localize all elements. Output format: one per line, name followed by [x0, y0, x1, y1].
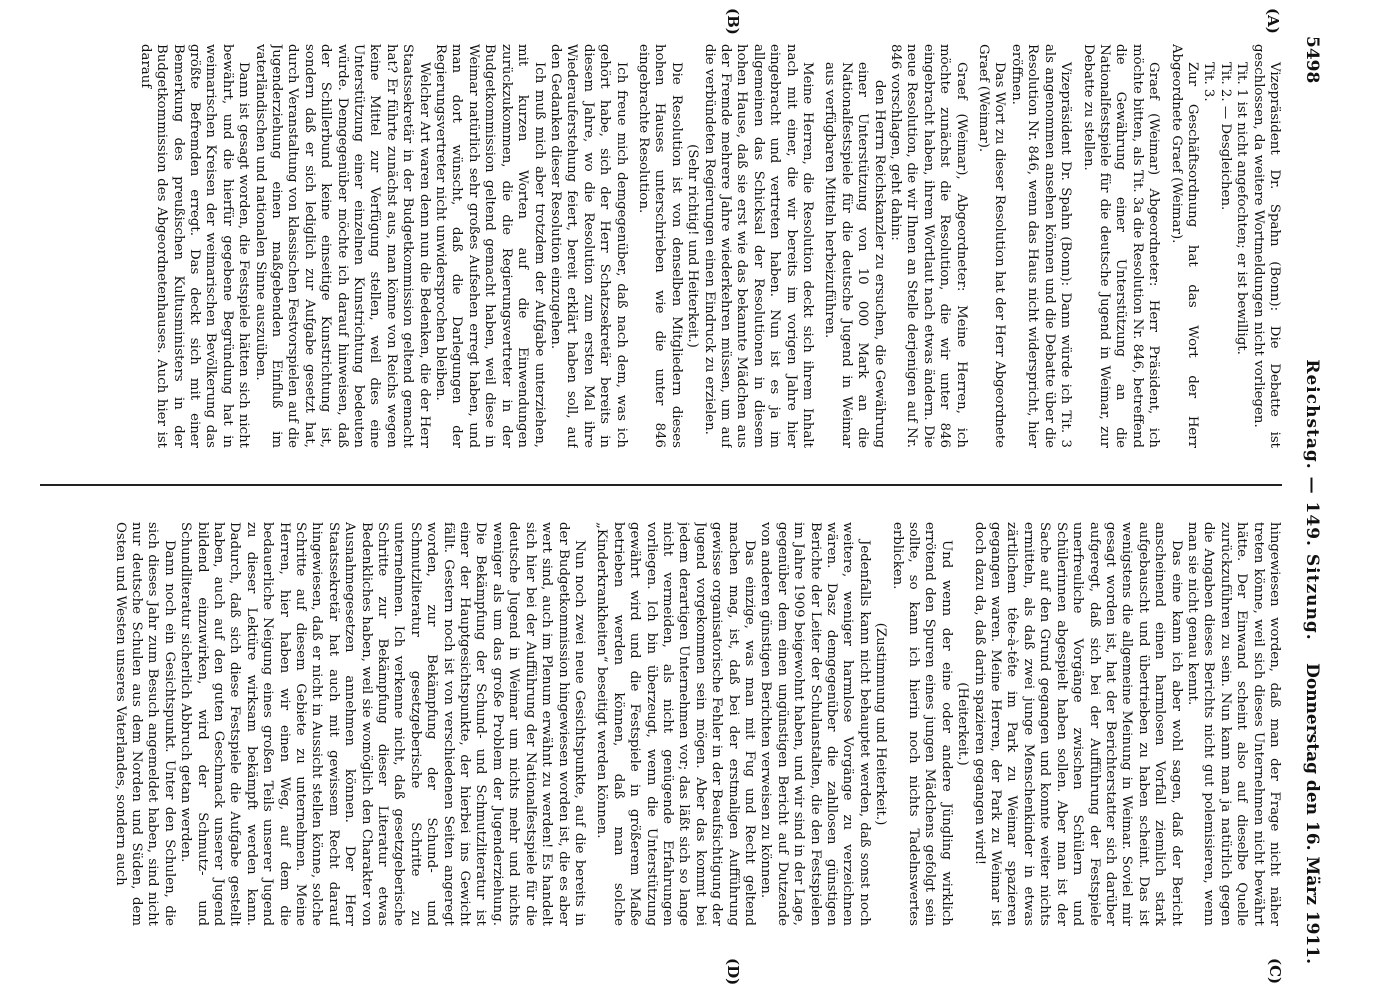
margin-marker-b: (B): [724, 8, 742, 35]
page-number: 5498: [1302, 36, 1322, 84]
paragraph: Graef (Weimar), Abgeordneter: Meine Herren, ich möchte zunächst die Resolution, die wir unter 846 eingebracht haben, ihrem Wortlaut nach etwas ändern. Die neue Resolution, die wir Ihnen an Stelle derjenigen auf Nr. 846 vorschlagen, geht dahin:: [888, 44, 969, 448]
paragraph: Das Wort zu dieser Resolution hat der Herr Abgeordnete Graef (Weimar).: [976, 44, 1008, 448]
interjection: (Zustimmung und Heiterkeit.): [873, 622, 889, 826]
session-date: Donnerstag den 16. März 1911.: [1302, 663, 1322, 964]
paragraph: Vizepräsident Dr. Spahn (Bonn): Die Debatte ist geschlossen, da weitere Wortmeldungen nicht vorliegen.: [1250, 44, 1282, 448]
paragraph: Zur Geschäftsordnung hat das Wort der Herr Abgeordnete Graef (Weimar).: [1168, 44, 1200, 448]
session-title: Reichstag. — 149. Sitzung.: [1302, 359, 1322, 641]
resolution-quote: den Herrn Reichskanzler zu ersuchen, die Gewährung einer Unterstützung von 10 000 Mark an die Nationalfestspiele für die deutsche Jugend in Weimar aus verfügbaren Mitteln herbeizuführen.: [822, 62, 887, 448]
right-text-column: [40, 522, 1282, 926]
paragraph: Tit. 1 ist nicht angefochten; er ist bewilligt.: [1234, 62, 1250, 355]
paragraph: Tit. 3.: [1201, 62, 1217, 102]
paragraph: Ich muß mich aber trotzdem der Aufgabe unterziehen, mit kurzen Worten auf die Einwendungen zurückzukommen, die die Regierungsvertreter in der Budgetkommission geltend gemacht haben, weil diese in Weimar natürlich sehr großes Aufsehen erregt haben, und man dort wünscht, daß die Darlegungen der Regierungsvertreter nicht unwidersprochen bleiben.: [433, 44, 547, 448]
interjection: (Heiterkeit.): [955, 682, 971, 766]
paragraph: hingewiesen worden, daß man der Frage nicht näher treten könne, weil sich dieses Unternehmen nicht bewährt hätte. Der Einwand scheint also auf dieselbe Quelle zurückzuführen zu sein. Nun kann man ja natürlich gegen die Angaben dieses Berichts nicht gut polemisieren, wenn man sie nicht genau kennt.: [1184, 522, 1282, 926]
paragraph: Graef (Weimar) Abgeordneter: Herr Präsident, ich möchte bitten, als Tit. 3a die Resolution Nr. 846, betreffend die Gewährung einer Unterstützung an die Nationalfestspiele für die deutsche Jugend in Weimar, zur Debatte zu stellen.: [1080, 44, 1162, 448]
paragraph: Die Resolution ist von denselben Mitgliedern dieses hohen Hauses unterschrieben wie die unter 846 eingebrachte Resolution.: [635, 44, 684, 448]
paragraph: Nun noch zwei neue Gesichtspunkte, auf die bereits in der Budgetkommission hingewiesen worden ist, die es aber wert sind, auch im Plenum erwähnt zu werden! Es handelt sich hier bei der Aufführung der Nationalfestspiele für die deutsche Jugend in Weimar um nichts mehr und nichts weniger als um das große Problem der Jugenderziehung. Die Bekämpfung der Schund- und Schmutzliteratur ist einer der Hauptgesichtspunkte, der hierbei ins Gewicht fällt. Gestern noch ist von verschiedenen Seiten angeregt worden, zur Bekämpfung der Schund- und Schmutzliteratur gesetzgeberische Schritte zu unternehmen. Ich verkenne nicht, daß gesetzgeberische Schritte zur Bekämpfung dieser Literatur etwas Bedenkliches haben, weil sie womöglich den Charakter von Ausnahmegesetzen annehmen können. Der Herr Staatssekretär hat auch mit gewissem Recht darauf hingewiesen, daß er nicht in Aussicht stellen könne, solche Schritte auf diesem Gebiete zu unternehmen. Meine Herren, hier haben wir einen Weg, auf dem die bedauerliche Neigung eines großen Teils unserer Jugend zu dieser Lektüre wirksam bekämpft werden kann. Dadurch, daß sich diese Festspiele die Aufgabe gestellt haben, auch auf den guten Geschmack unserer Jugend bildend einzuwirken, wird der Schmutz- und Schundliteratur sicherlich Abbruch getan werden.: [178, 522, 587, 926]
paragraph: Ich freue mich demgegenüber, daß nach dem, was ich gehört habe, sich der Herr Schatzsekretär bereits in diesem Jahre, wo die Resolution zum ersten Mal ihre Wiederauferstehung feiert, bereit erklärt haben soll, auf den Gedanken dieser Resolution einzugehen.: [547, 44, 629, 448]
margin-marker-c: (C): [1266, 958, 1284, 985]
paragraph: Tit. 2. — Desgleichen.: [1217, 62, 1233, 211]
column-divider: [40, 484, 1282, 486]
paragraph: Jedenfalls kann nicht behauptet werden, daß sonst noch weitere, weniger harmlose Vorgänge zu verzeichnen wären. Dasz demgegenüber die zahllosen günstigen Berichte der Leiter der Schulanstalten, die den Festspielen im Jahre 1909 beigewohnt haben, und wir sind in der Lage, gegenüber dem einen ungünstigen Bericht auf Dutzende von anderen günstigen Berichten verweisen zu können.: [758, 522, 872, 926]
page-header: [1294, 36, 1322, 964]
left-text-column: [40, 44, 1282, 448]
interjection: (Sehr richtig! und Heiterkeit.): [685, 144, 701, 348]
paragraph: Welcher Art waren denn nun die Bedenken, die der Herr Staatssekretär in der Budgetkommission geltend gemacht hat? Er führte zunächst aus, man könne von Reichs wegen keine Mittel zur Verfügung stellen, weil dies eine Unterstützung einer einzelnen Kunstrichtung bedeuten würde. Demgegenüber möchte ich darauf hinweisen, daß der Schillerbund keine einseitige Kunstrichtung ist, sondern daß er sich lediglich zur Aufgabe gesetzt hat, durch Veranstaltung von klassischen Festvorspielen auf die Jugenderziehung einen maßgebenden Einfluß im vaterländischen und nationalen Sinne auszuüben.: [252, 44, 432, 448]
paragraph: Meine Herren, die Resolution deckt sich ihrem Inhalt nach mit einer, die wir bereits im vorigen Jahre hier eingebracht und vertreten haben. Nun ist es ja im allgemeinen das Schicksal der Resolutionen in diesem hohen Hause, daß sie erst wie das bekannte Mädchen aus der Fremde mehrere Jahre wiederkehren müssen, um auf die verbündeten Regierungen einen Eindruck zu erzielen.: [701, 44, 816, 448]
paragraph: Dann ist gesagt worden, die Festspiele hätten sich nicht bewährt, und die hierfür gegebene Begründung hat in weimarischen Kreisen der weimarischen Bevölkerung das größte Befremden erregt. Das deckt sich mit einer Bemerkung des preußischen Kultusministers in der Budgetkommission des Abgeordnetenhauses. Auch hier ist darauf: [137, 44, 252, 448]
margin-marker-d: (D): [724, 958, 742, 986]
paragraph: Dann noch ein Gesichtspunkt. Unter den Schulen, die sich dieses Jahr zum Besuch angemeldet haben, sind nicht nur deutsche Schulen aus dem Norden und Süden, dem Osten und Westen unseres Vaterlandes, sondern auch: [112, 522, 177, 926]
paragraph: Und wenn der eine oder andere Jüngling wirklich errötend den Spuren eines jungen Mädchens gefolgt sein sollte, so kann ich hierin noch nichts Tadelnswertes erblicken.: [889, 522, 954, 926]
paragraph: Vizepräsident Dr. Spahn (Bonn): Dann würde ich Tit. 3 als angenommen ansehen können und die Debatte über die Resolution Nr. 846, wenn das Haus nicht widerspricht, hier eröffnen.: [1008, 44, 1074, 448]
paragraph: Das eine kann ich aber wohl sagen, daß der Bericht anscheinend einen harmlosen Vorfall ziemlich stark aufgebauscht und übertrieben zu haben scheint. Das ist wenigstens die allgemeine Meinung in Weimar. Soviel mir gesagt worden ist, hat der Berichterstatter sich darüber aufgeregt, daß sich bei der Aufführung der Festspiele unerfreuliche Vorgänge zwischen Schülern und Schülerinnen abgespielt haben sollen. Aber man ist der Sache auf den Grund gegangen und konnte weiter nichts ermitteln, als daß zwei junge Menschenkinder in etwas zärtlichem tête-à-tête im Park zu Weimar spazieren gegangen waren. Meine Herren, der Park zu Weimar ist doch dazu da, daß darin spazieren gegangen wird!: [971, 522, 1184, 926]
margin-marker-a: (A): [1264, 8, 1282, 34]
paragraph: Das einzige, was man mit Fug und Recht geltend machen mag, ist, daß bei der erstmaligen Aufführung gewisse organisatorische Fehler in der Beaufsichtigung der Jugend vorgekommen sein mögen. Aber das kommt bei jedem derartigen Unternehmen vor; das läßt sich so lange nicht vermeiden, als nicht genügende Erfahrungen vorliegen. Ich bin überzeugt, wenn die Unterstützung gewährt wird und die Festspiele in größerem Maße betrieben werden können, daß man solche „Kinderkrankheiten“ beseitigt werden können.: [594, 522, 757, 926]
